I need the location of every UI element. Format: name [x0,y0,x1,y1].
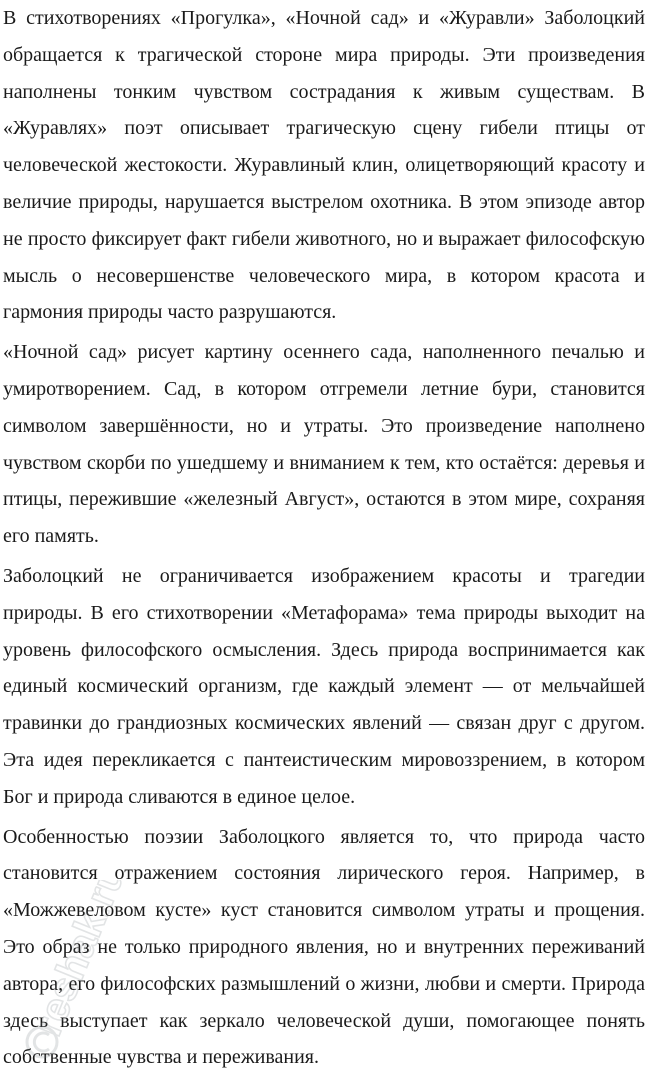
paragraph-4: Особенностью поэзии Заболоцкого является то, что природа часто становится отражением состояния лирического героя. Например, в «Можжевеловом кусте» куст становится символом утраты и прощения. Это образ не только природного явления, но и внутренних переживаний автора, его философских размышлений о жизни, любви и смерти. Природа здесь выступает как зеркало человеческой души, помогающее понять собственные чувства и переживания. [3,825,645,1069]
paragraph-3: Заболоцкий не ограничивается изображением красоты и трагедии природы. В его стихотворении «Метафорама» тема природы выходит на уровень философского осмысления. Здесь природа воспринимается как единый космический организм, где каждый элемент — от мельчайшей травинки до грандиозных космических явлений — связан друг с другом. Эта идея перекликается с пантеистическим мировоззрением, в котором Бог и природа сливаются в единое целое. [3,564,645,808]
watermark-text: reshak.ru [25,880,134,1043]
paragraph-2: «Ночной сад» рисует картину осеннего сада, наполненного печалью и умиротворением. Сад, в котором отгремели летние бури, становится символом завершённости, но и утраты. Это произведение наполнено чувством скорби по ушедшему и вниманием к тем, кто остаётся: деревья и птицы, пережившие «железный Август», остаются в этом мире, сохраняя его память. [3,341,645,548]
paragraph-1: В стихотворениях «Прогулка», «Ночной сад» и «Журавли» Заболоцкий обращается к трагической стороне мира природы. Эти произведения наполнены тонким чувством сострадания к живым существам. В «Журавлях» поэт описывает трагическую сцену гибели птицы от человеческой жестокости. Журавлиный клин, олицетворяющий красоту и величие природы, нарушается выстрелом охотника. В этом эпизоде автор не просто фиксирует факт гибели животного, но и выражает философскую мысль о несовершенстве человеческого мира, в котором красота и гармония природы часто разрушаются. [3,7,645,324]
document-body [3,0,645,1074]
